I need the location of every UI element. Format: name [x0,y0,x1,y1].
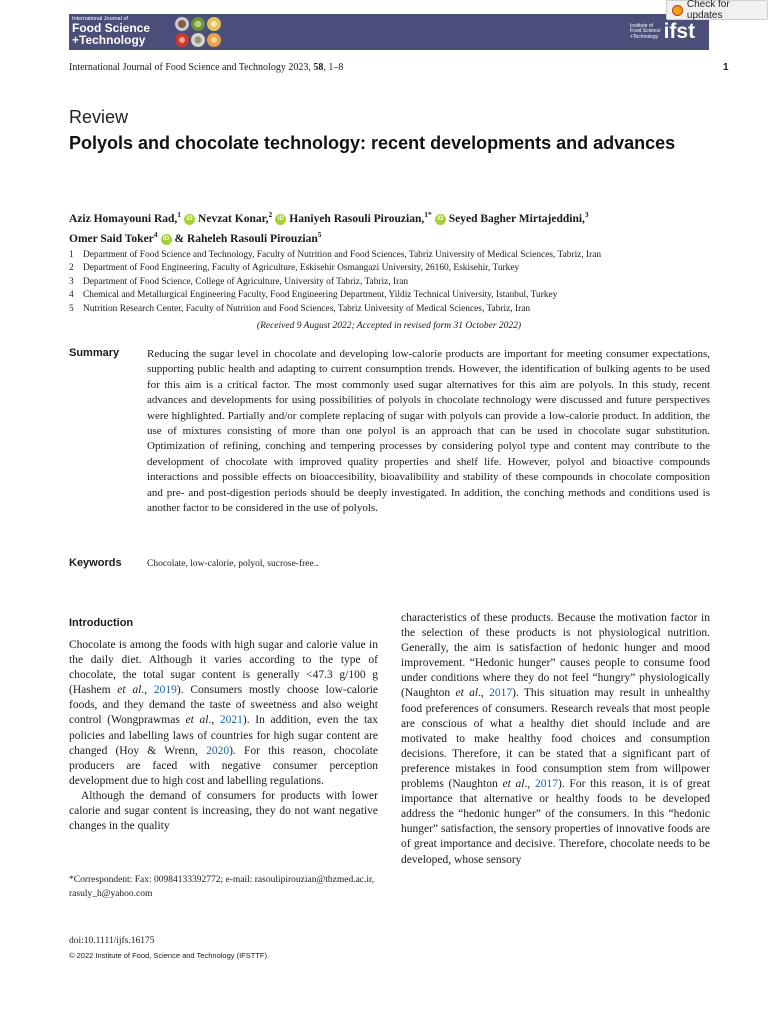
affiliation-item [69,289,729,302]
body-text: Chocolate is among the foods with high sugar and calorie value in the daily diet. Although it varies according to the type of chocolate, the total sugar content is generally <47.3 g/100 g (Hashem [69,639,378,697]
logo-line3: +Technology [72,33,146,47]
crossmark-icon [672,5,683,16]
summary-text: Reducing the sugar level in chocolate and developing low-calorie products are important for meeting consumer expectations, supporting public health and adapting to current consumption trends. However, the identification of bulking agents to be used for this aim is a critical factor. The most commonly used sugar alternatives for this aim are polyols. In this study, recent advances and developments for using possibilities of polyols in chocolate technology were discussed and future perspectives were highlighted. Partially and/or complete replacing of sugar with polyols can provide a low-calorie product. In addition, the use of mixtures consisting of more than one polyol is an approach that can be used in chocolate sugar substitution. Optimization of refining, conching and tempering processes by considering polyol type and content may contribute to the development of chocolate with improved quality properties and shelf life. However, polyol and bioactive compounds interactions and possible effects on bioaccesibility, bioavalibility and stability of these compounds in chocolate composition and pre- and post-digestion periods should be deeply investigated. In addition, the conching methods and conditions used is another factor to be considered in the use of polyols. [147,348,710,515]
orcid-icon[interactable]: iD [161,234,172,245]
body-text: ). For this reason, it is of great importance that alternative or healthy foods to be developed address the “hedonic hunger” of the consumers. In this “hedonic hunger” satisfaction, the sensory properties of innovative foods are of great importance and decisive. Therefore, chocolate needs to be developed, whose sensory [401,778,711,866]
journal-pages: , 1–8 [323,62,344,73]
author-affiliation-sup: 1 [177,210,182,219]
orcid-icon[interactable]: iD [435,214,446,225]
affiliation-number: 4 [69,290,74,301]
food-images-icon [173,15,223,49]
received-dates: (Received 9 August 2022; Accepted in revised form 31 October 2022) [256,321,522,331]
copyright: © 2022 Institute of Food, Science and Technology (IFSTTF). [69,951,270,960]
ifst-wordmark: ifst [663,20,696,43]
body-column-left [69,638,378,834]
orcid-icon[interactable]: iD [184,214,195,225]
correspondence-note: *Correspondent: Fax: 00984133392772; e-mail: rasoulipirouzian@tbzmed.ac.ir, rasuly_h@yahoo.com [69,875,375,899]
author-name: Nevzat Konar, [198,212,269,225]
logo-line2: Food Science [72,21,151,35]
journal-volume: 58 [313,62,324,73]
running-header [69,62,343,73]
affiliation-item [69,276,729,289]
affiliation-text: Nutrition Research Center, Faculty of Nutrition and Food Sciences, Tabriz University of Medical Sciences, Tabriz, Iran [83,303,531,314]
keywords-text: Chocolate, low-calorie, polyol, sucrose-free.. [147,559,319,569]
affiliation-number: 5 [69,303,74,314]
article-title: Polyols and chocolate technology: recent developments and advances [69,133,676,153]
ifst-line3: +Technology [630,33,659,40]
body-text: ). Consumers mostly choose low-calorie foods, and they demand the taste of sweetness and also weight control (Wongprawmas [69,684,379,727]
journal-logo [72,16,172,48]
page-number: 1 [723,62,729,73]
summary-label: Summary [69,347,120,359]
author-name: Omer Said Toker [69,232,154,245]
ifst-line2: Food Science [630,28,661,35]
affiliation-text: Department of Food Science and Technology, Faculty of Nutrition and Food Sciences, Tabriz University of Medical Sciences, Tabriz, Iran [83,250,602,260]
affiliation-list [69,249,729,316]
author-list [69,207,729,247]
author-name: & Raheleh Rasouli Pirouzian [174,232,318,245]
keywords-label: Keywords [69,557,122,569]
italic-text: et al [502,778,525,791]
author-name: Seyed Bagher Mirtajeddini, [448,212,585,225]
body-column-right [401,611,710,868]
paragraph-2: Although the demand of consumers for products with lower calorie and sugar content is increasing, they do not want negative changes in the quality [69,789,378,833]
body-text: ., [141,684,154,697]
logo-line1: International Journal of [72,16,128,22]
body-text: ). This situation may result in unhealthy food preferences of consumers. Research reveals that most people are conscious of what a healthy diet should include and are motivated to make healthy food choices and consumption decisions. Therefore, it can be stated that a significant part of preference mistakes in food consumption stem from willpower problems (Naughton [401,687,711,791]
author-name: Aziz Homayouni Rad, [69,212,178,225]
italic-text: et al [117,684,142,697]
author-affiliation-sup: 3 [584,210,589,219]
check-for-updates-button[interactable] [666,0,768,20]
citation-link[interactable]: 2020 [206,744,230,757]
affiliation-number: 2 [69,263,74,274]
affiliation-item [69,303,729,316]
author-name: Haniyeh Rasouli Pirouzian, [289,212,425,225]
doi[interactable]: doi:10.1111/ijfs.16175 [69,936,155,946]
affiliation-item [69,249,729,262]
body-text: characteristics of these products. Because the motivation factor in the selection of these products is not physiological nutrition. Generally, the aim is satisfaction of hedonic hunger and mood improvement. “Hedonic hunger” causes people to consume food under conditions where they do not feel “hungry” physiologically (Naughton [401,612,710,700]
italic-text: et al [185,714,209,727]
affiliation-number: 1 [69,250,74,260]
affiliation-text: Department of Food Science, College of Agriculture, University of Tabriz, Tabriz, Iran [83,276,409,287]
citation-link[interactable]: 2017 [534,778,558,791]
affiliation-text: Department of Food Engineering, Faculty of Agriculture, Eskisehir Osmangazi University, 26160, Eskisehir, Turkey [83,263,520,274]
body-text: ). For this reason, chocolate producers are faced with negative consumer perception development due to high cost and labelling regulations. [69,744,378,787]
ifst-logo [630,17,710,47]
author-affiliation-sup: 5 [317,229,322,239]
citation-link[interactable]: 2021 [219,714,243,727]
body-text: ., [478,687,490,700]
affiliation-text: Chemical and Metallurgical Engineering Faculty, Food Engineering Department, Yildiz Technical University, Istanbul, Turkey [83,290,558,301]
italic-text: et al [455,687,479,700]
body-text: ). In addition, even the tax policies and labelling laws of countries for high sugar content are changed (Hoy & Wrenn, [69,714,379,757]
citation-link[interactable]: 2019 [153,684,177,697]
affiliation-number: 3 [69,276,74,287]
introduction-heading: Introduction [69,617,134,629]
journal-citation: International Journal of Food Science and Technology 2023, [69,62,314,73]
orcid-icon[interactable]: iD [275,214,286,225]
citation-link[interactable]: 2017 [489,687,513,700]
author-affiliation-sup: 1* [424,210,432,219]
author-affiliation-sup: 4 [153,229,158,239]
ifst-line1: Institute of [630,22,654,29]
article-type: Review [69,107,129,127]
body-text: ., [524,778,535,791]
paragraph-1 [69,638,378,789]
author-affiliation-sup: 2 [268,210,273,219]
affiliation-item [69,262,729,275]
body-text: ., [208,714,220,727]
paragraph-continued [401,611,710,868]
check-for-updates-label: Check for updates [686,0,730,21]
